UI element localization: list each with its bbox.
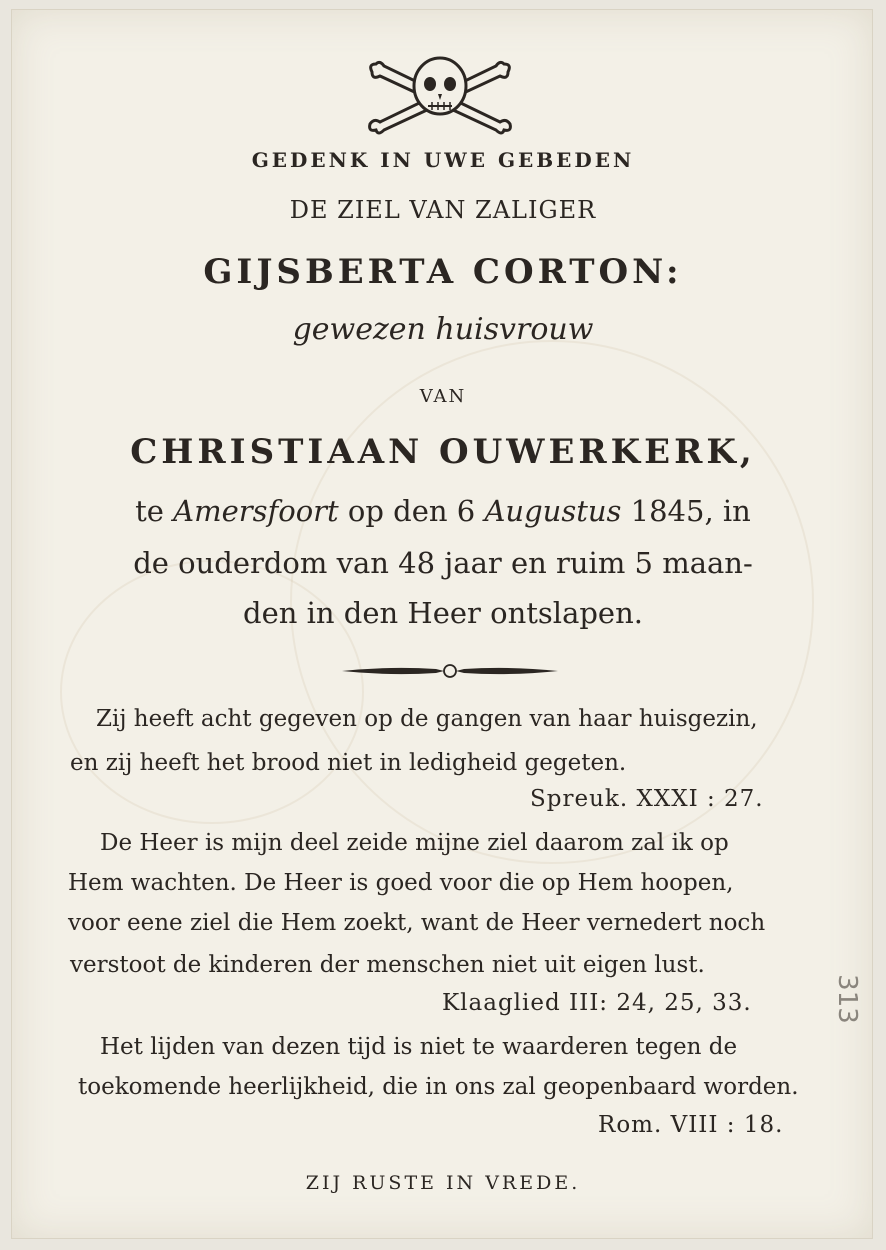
verse1-line1: Zij heeft acht gegeven op de gangen van haar huisgezin, <box>96 706 758 732</box>
death-line-2: de ouderdom van 48 jaar en ruim 5 maan- <box>133 546 753 580</box>
death-line-1 <box>0 494 886 528</box>
prayer-heading: GEDENK IN UWE GEBEDEN <box>251 148 635 172</box>
verse1-reference: Spreuk. XXXI : 27. <box>530 786 764 812</box>
van-line: VAN <box>419 386 467 407</box>
verse2-line1: De Heer is mijn deel zeide mijne ziel daarom zal ik op <box>100 830 729 856</box>
verse2-line3: voor eene ziel die Hem zoekt, want de Heer vernedert noch <box>68 910 766 936</box>
verse3-line1: Het lijden van dezen tijd is niet te waarderen tegen de <box>100 1034 738 1060</box>
verse2-line2: Hem wachten. De Heer is goed voor die op Hem hoopen, <box>68 870 734 896</box>
closing-line: ZIJ RUSTE IN VREDE. <box>305 1172 581 1194</box>
death-line-1-pre: te <box>135 494 164 528</box>
death-line-1-mid: op den 6 <box>347 494 476 528</box>
verse1-line2: en zij heeft het brood niet in ledigheid gegeten. <box>70 750 627 776</box>
soul-line: DE ZIEL VAN ZALIGER <box>289 196 597 224</box>
death-line-3: den in den Heer ontslapen. <box>243 596 643 630</box>
verse2-line4: verstoot de kinderen der menschen niet uit eigen lust. <box>70 952 705 978</box>
skull-crossbones-icon <box>360 50 520 140</box>
death-line-1-post: 1845, in <box>630 494 751 528</box>
deceased-name: GIJSBERTA CORTON: <box>203 252 683 292</box>
ornament-divider <box>340 660 560 682</box>
verse2-reference: Klaaglied III: 24, 25, 33. <box>442 990 752 1016</box>
pencil-annotation: 313 <box>831 974 862 1024</box>
death-place: Amersfoort <box>173 494 339 528</box>
verse3-line2: toekomende heerlijkheid, die in ons zal geopenbaard worden. <box>78 1074 799 1100</box>
relation-line: gewezen huisvrouw <box>292 312 594 347</box>
death-month: Augustus <box>484 494 622 528</box>
verse3-reference: Rom. VIII : 18. <box>598 1112 784 1138</box>
spouse-name: CHRISTIAAN OUWERKERK, <box>130 432 756 472</box>
